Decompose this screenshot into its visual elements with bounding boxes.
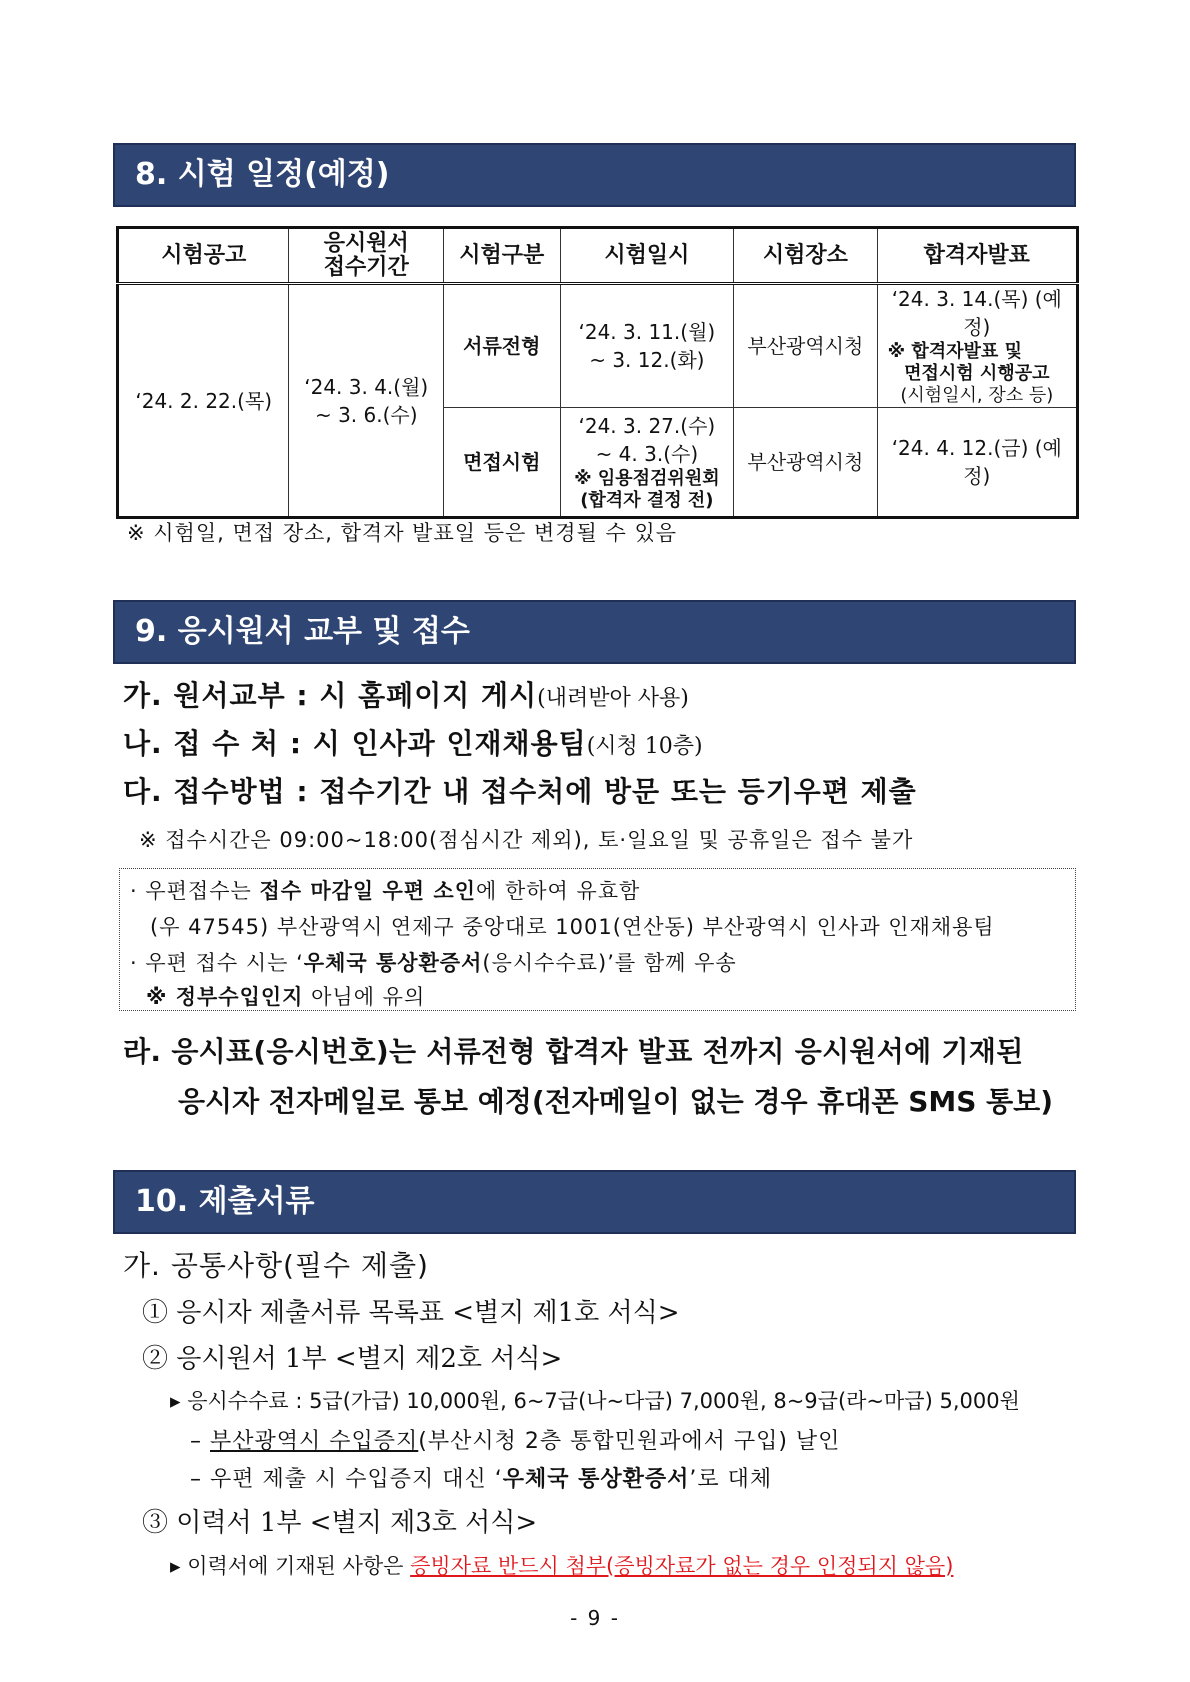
schedule-change-note: ※ 시험일, 면접 장소, 합격자 발표일 등은 변경될 수 있음 bbox=[127, 521, 678, 545]
stamp-warning-bold: ※ 정부수입인지 bbox=[146, 985, 304, 1009]
section-10-title: 10. 제출서류 bbox=[113, 1170, 1076, 1234]
date-note: ※ 임용점검위원회 bbox=[574, 468, 720, 489]
receipt-end: ~ 3. 6.(수) bbox=[314, 402, 418, 427]
item-ra-line1: 라. 응시표(응시번호)는 서류전형 합격자 발표 전까지 응시원서에 기재된 bbox=[123, 1035, 1024, 1068]
mail-notice-box bbox=[119, 868, 1076, 1011]
exam-date-document bbox=[560, 284, 733, 408]
exam-type-interview: 면접시험 bbox=[444, 408, 561, 518]
exam-place-interview: 부산광역시청 bbox=[734, 408, 878, 518]
doc-item-1: ① 응시자 제출서류 목록표 <별지 제1호 서식> bbox=[142, 1298, 680, 1328]
receipt-period bbox=[289, 284, 444, 518]
ga-main: 가. 원서교부 : 시 홈페이지 게시 bbox=[123, 679, 538, 712]
evidence-required-red: 증빙자료 반드시 첨부(증빙자료가 없는 경우 인정되지 않음) bbox=[410, 1554, 954, 1578]
date-line: ~ 4. 3.(수) bbox=[595, 442, 699, 466]
na-sub: (시청 10층) bbox=[586, 734, 703, 759]
resume-line bbox=[170, 1550, 953, 1580]
header-place: 시험장소 bbox=[734, 228, 878, 284]
fee-sub-line-1 bbox=[190, 1424, 840, 1455]
item-ga-common: 가. 공통사항(필수 제출) bbox=[123, 1249, 429, 1282]
item-ra-line2: 응시자 전자메일로 통보 예정(전자메일이 없는 경우 휴대폰 SMS 통보) bbox=[178, 1085, 1054, 1118]
text: · 우편 접수 시는 ‘ bbox=[130, 951, 304, 975]
header-date: 시험일시 bbox=[560, 228, 733, 284]
mail-notice-line bbox=[130, 875, 640, 905]
text: ’로 대체 bbox=[689, 1467, 773, 1492]
result-note: 면접시험 시행공고 bbox=[904, 363, 1050, 384]
header-type: 시험구분 bbox=[444, 228, 561, 284]
exam-type-document: 서류전형 bbox=[444, 284, 561, 408]
text: (부산시청 2층 통합민원과에서 구입) 날인 bbox=[418, 1429, 841, 1454]
result-document bbox=[877, 284, 1077, 408]
mail-notice-line bbox=[130, 947, 737, 977]
mail-deadline-bold: 접수 마감일 우편 소인 bbox=[259, 879, 476, 903]
postal-order-bold: 우체국 통상환증서 bbox=[502, 1467, 690, 1492]
result-date: ‘24. 3. 14.(목) (예정) bbox=[891, 287, 1062, 339]
receipt-time-note: ※ 접수시간은 09:00~18:00(점심시간 제외), 토·일요일 및 공휴일은 접수 불가 bbox=[139, 828, 914, 852]
table-header-row bbox=[118, 228, 1078, 284]
doc-item-3: ③ 이력서 1부 <별지 제3호 서식> bbox=[142, 1508, 538, 1538]
text: · 우편접수는 bbox=[130, 879, 260, 903]
section-8-title: 8. 시험 일정(예정) bbox=[113, 143, 1076, 207]
revenue-stamp-underline: 부산광역시 수입증지 bbox=[210, 1429, 419, 1454]
receipt-start: ‘24. 3. 4.(월) bbox=[304, 374, 429, 399]
page-number: - 9 - bbox=[570, 1606, 620, 1630]
item-ga-distribution bbox=[123, 674, 689, 714]
announce-date: ‘24. 2. 22.(목) bbox=[118, 284, 289, 518]
result-note: (시험일시, 장소 등) bbox=[900, 385, 1054, 406]
date-line: ‘24. 3. 11.(월) bbox=[578, 320, 716, 344]
table-row bbox=[118, 284, 1078, 408]
header-receipt: 응시원서 접수기간 bbox=[289, 228, 444, 284]
header-announce: 시험공고 bbox=[118, 228, 289, 284]
section-9-title: 9. 응시원서 교부 및 접수 bbox=[113, 600, 1076, 664]
text: – bbox=[190, 1429, 210, 1454]
text: (응시수수료)’를 함께 우송 bbox=[482, 951, 737, 975]
result-interview: ‘24. 4. 12.(금) (예정) bbox=[877, 408, 1077, 518]
text: ▸ 이력서에 기재된 사항은 bbox=[170, 1554, 411, 1578]
mail-address: (우 47545) 부산광역시 연제구 중앙대로 1001(연산동) 부산광역시 인사과 인재채용팀 bbox=[150, 915, 995, 939]
item-da-method: 다. 접수방법 : 접수기간 내 접수처에 방문 또는 등기우편 제출 bbox=[123, 775, 917, 808]
text: – 우편 제출 시 수입증지 대신 ‘ bbox=[190, 1467, 503, 1492]
result-note: ※ 합격자발표 및 bbox=[887, 341, 1022, 362]
date-note: (합격자 결정 전) bbox=[580, 490, 714, 511]
mail-notice-line bbox=[146, 981, 425, 1011]
fee-sub-line-2 bbox=[190, 1462, 772, 1493]
doc-item-2: ② 응시원서 1부 <별지 제2호 서식> bbox=[142, 1344, 563, 1374]
text: 아님에 유의 bbox=[303, 985, 426, 1009]
item-na-office bbox=[123, 722, 703, 762]
exam-schedule-table bbox=[116, 226, 1079, 519]
text: 에 한하여 유효함 bbox=[475, 879, 641, 903]
exam-date-interview bbox=[560, 408, 733, 518]
header-result: 합격자발표 bbox=[877, 228, 1077, 284]
na-main: 나. 접 수 처 : 시 인사과 인재채용팀 bbox=[123, 727, 587, 760]
date-line: ~ 3. 12.(화) bbox=[589, 348, 705, 372]
postal-order-bold: 우체국 통상환증서 bbox=[303, 951, 483, 975]
date-line: ‘24. 3. 27.(수) bbox=[578, 414, 716, 438]
exam-place-document: 부산광역시청 bbox=[734, 284, 878, 408]
ga-sub: (내려받아 사용) bbox=[537, 686, 689, 711]
fee-line: ▸ 응시수수료 : 5급(가급) 10,000원, 6~7급(나~다급) 7,000원, 8~9급(라~마급) 5,000원 bbox=[170, 1389, 1020, 1413]
